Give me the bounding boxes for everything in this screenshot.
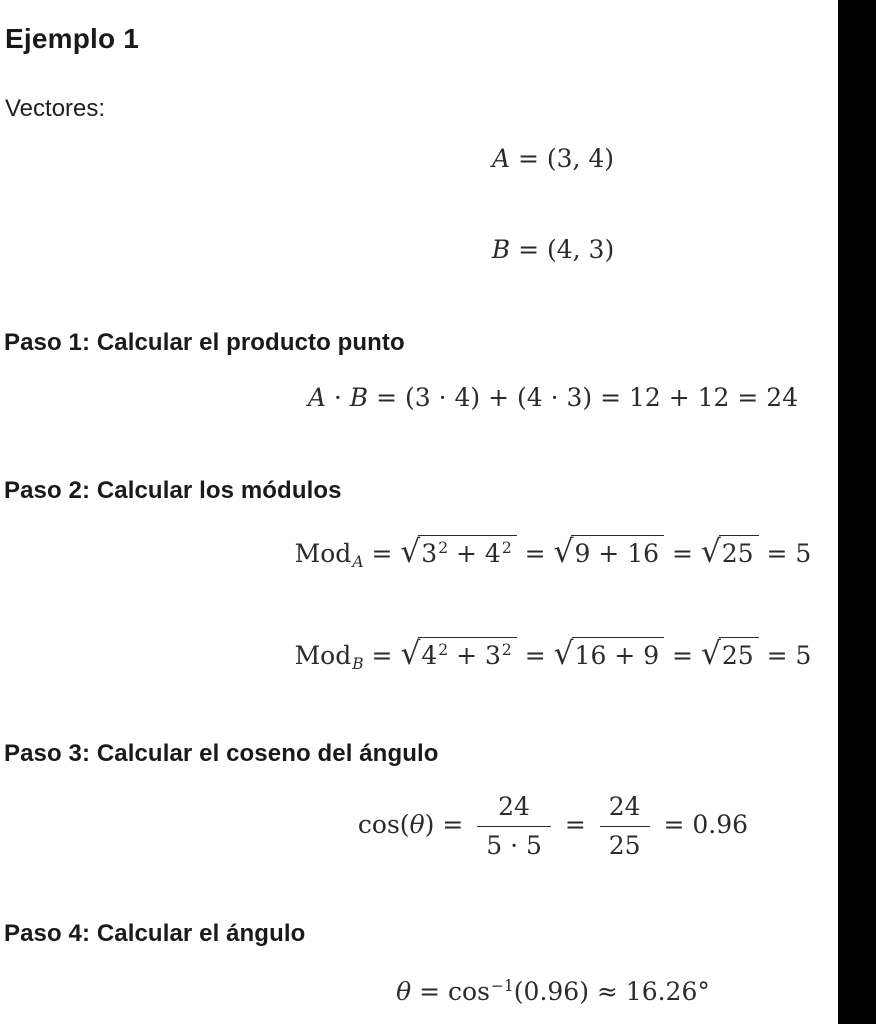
step-2-heading: Paso 2: Calcular los módulos (4, 476, 342, 504)
equation-mod-a: ModA = $√3^2 + 4^2 = √9 + 16 = √25 = 5$ (294, 534, 812, 571)
equation-cosine: cos(θ) = $\frac{24}{5 \cdot 5}$ = $\frac{24}{25}$ = 0.96 (357, 792, 749, 860)
step-3-heading: Paso 3: Calcular el coseno del ángulo (4, 739, 439, 767)
equation-dot-product: A · B = (3 · 4) + (4 · 3) = 12 + 12 = 24 (307, 383, 799, 412)
vectors-label: Vectores: (5, 95, 106, 122)
equation-mod-b: ModB = $√4^2 + 3^2 = √16 + 9 = √25 = 5$ (294, 636, 812, 673)
equation-vector-a: A = (3, 4) (491, 144, 615, 173)
equation-angle: $\theta = \cos^{-1}(0.96) \approx 16.26^\circ$ (396, 977, 710, 1006)
equation-vector-b: B = (4, 3) (491, 235, 615, 264)
right-black-bar (838, 0, 876, 1024)
page-title: Ejemplo 1 (5, 22, 140, 54)
step-4-heading: Paso 4: Calcular el ángulo (4, 919, 306, 947)
step-1-heading: Paso 1: Calcular el producto punto (4, 328, 405, 356)
